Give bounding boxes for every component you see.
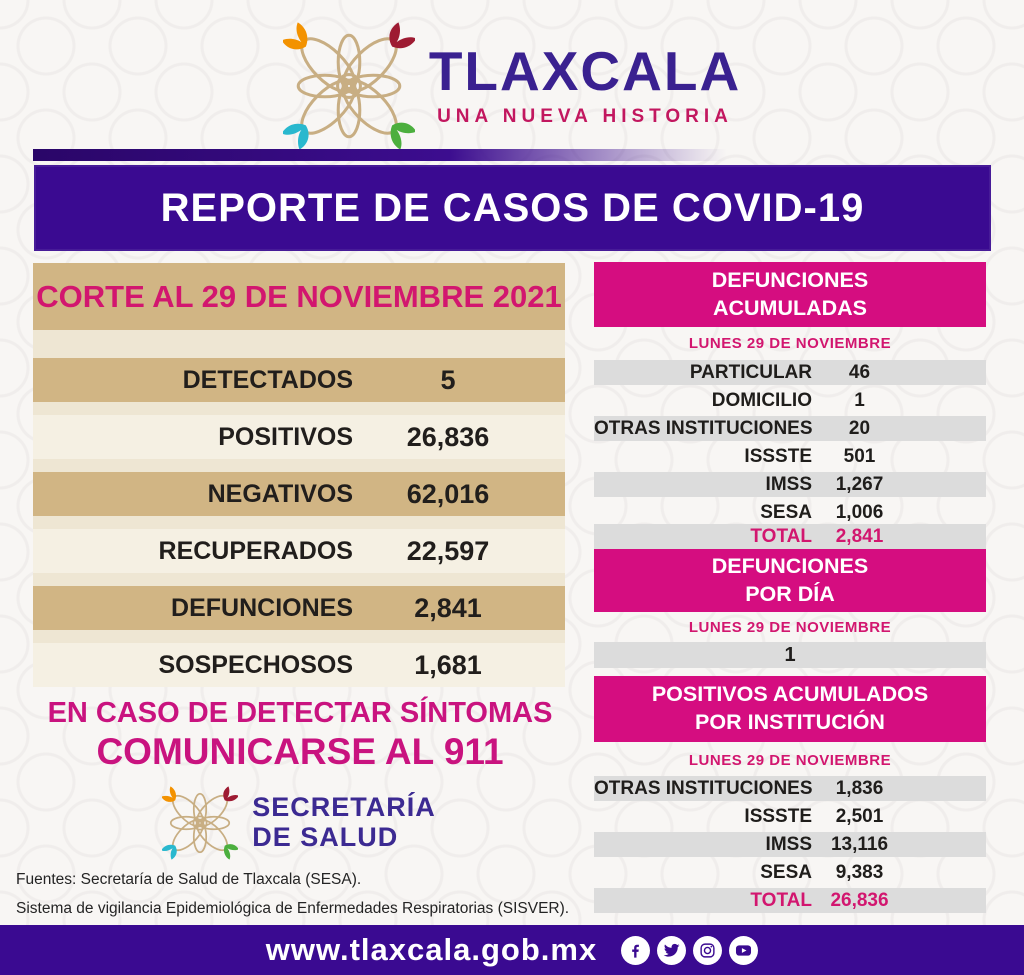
table-row [33,529,565,573]
header-line1: DEFUNCIONES [711,553,869,578]
secretaria-line1: SECRETARÍA [252,792,436,823]
table-row [33,358,565,402]
row-value: 2,841 [414,592,482,623]
table-row-total [594,524,986,549]
table-row [594,416,986,441]
row-value: 1,681 [414,649,482,680]
row-value: 1,836 [835,777,884,799]
row-label: NEGATIVOS [207,479,353,508]
deaths-cumulative-date: LUNES 29 DE NOVIEMBRE [688,335,892,352]
sources-line1: Fuentes: Secretaría de Salud de Tlaxcala (SESA). [16,871,362,888]
deaths-daily-value: 1 [594,642,986,668]
row-label: IMSS [765,833,812,855]
row-value: 20 [848,417,871,439]
row-label: OTRAS INSTITUCIONES [594,417,813,439]
brand-name: TLAXCALA [428,40,742,102]
table-row [594,444,986,469]
row-label: POSITIVOS [218,422,353,451]
symptoms-notice-line1: EN CASO DE DETECTAR SÍNTOMAS [47,697,553,729]
row-label: SESA [760,861,812,883]
table-row [594,804,986,829]
instagram-icon[interactable] [693,936,722,965]
row-value: 26,836 [406,421,490,452]
header-line2: ACUMULADAS [712,295,868,320]
table-row [594,360,986,385]
row-label: SOSPECHOSOS [158,650,353,679]
table-row-total [594,888,986,913]
header-logo [0,20,1024,152]
row-label: TOTAL [750,889,812,911]
page-title: REPORTE DE CASOS DE COVID-19 [160,185,865,230]
row-label: DEFUNCIONES [171,593,353,622]
row-label: RECUPERADOS [158,536,353,565]
table-row [594,776,986,801]
cutoff-date-title: CORTE AL 29 DE NOVIEMBRE 2021 [36,278,562,314]
row-value: 13,116 [830,833,889,855]
table-row [594,500,986,525]
secretaria-line2: DE SALUD [252,822,399,852]
row-value: 5 [440,364,456,395]
row-value: 62,016 [406,478,490,509]
header-line2: POR DÍA [745,581,835,606]
footer-bar [0,925,1024,975]
row-value: 1,006 [835,501,884,523]
symptoms-notice-line2: COMUNICARSE AL 911 [96,731,504,772]
website-url[interactable]: www.tlaxcala.gob.mx [265,932,598,967]
row-value: 26,836 [830,889,889,911]
tlaxcala-flower-icon [283,20,415,152]
gradient-divider [33,149,1024,161]
deaths-cumulative-header [594,262,986,327]
table-row [33,472,565,516]
row-label: TOTAL [750,525,812,547]
twitter-icon[interactable] [657,936,686,965]
secretaria-logo [33,781,565,865]
row-label: ISSSTE [744,805,812,827]
header-line1: POSITIVOS ACUMULADOS [651,682,929,707]
positives-date: LUNES 29 DE NOVIEMBRE [688,752,892,769]
positives-header [594,676,986,742]
table-row [33,586,565,630]
row-label: PARTICULAR [689,361,812,383]
row-label: DETECTADOS [182,365,353,394]
row-value: 9,383 [835,861,884,883]
header-line1: DEFUNCIONES [711,267,869,292]
sources-line2: Sistema de vigilancia Epidemiológica de Enfermedades Respiratorias (SISVER). [16,899,570,917]
youtube-icon[interactable] [729,936,758,965]
social-icons [621,936,758,965]
table-row [33,415,565,459]
row-value: 1,267 [835,473,884,495]
row-label: IMSS [765,473,812,495]
sources-text [16,866,676,923]
row-value: 1 [854,389,865,411]
brand-tagline: UNA NUEVA HISTORIA [437,106,733,127]
row-label: DOMICILIO [711,389,812,411]
row-value: 2,841 [835,525,884,547]
row-value: 501 [843,445,876,467]
row-value: 2,501 [835,805,884,827]
table-row [594,860,986,885]
table-row [594,832,986,857]
row-label: SESA [760,501,812,523]
table-row [33,643,565,687]
header-line2: POR INSTITUCIÓN [695,710,885,734]
row-value: 46 [848,361,871,383]
facebook-icon[interactable] [621,936,650,965]
deaths-daily-header [594,549,986,612]
row-label: OTRAS INSTITUCIONES [594,777,813,799]
row-value: 22,597 [406,535,490,566]
title-banner [34,165,991,251]
row-label: ISSSTE [744,445,812,467]
summary-panel-header [33,263,565,330]
secretaria-flower-icon [162,785,238,861]
table-row [594,388,986,413]
table-row [594,472,986,497]
summary-panel [33,263,565,687]
deaths-daily-date: LUNES 29 DE NOVIEMBRE [688,619,892,636]
